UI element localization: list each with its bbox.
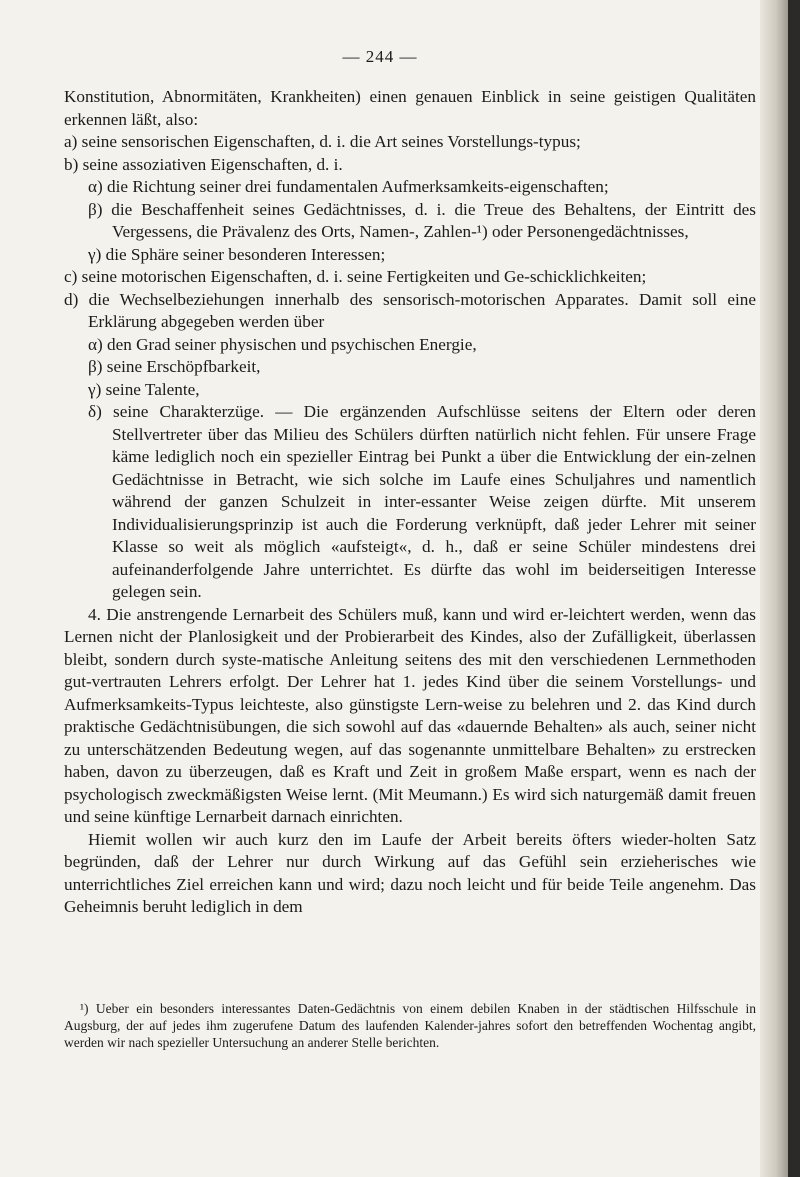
binding-edge xyxy=(788,0,800,1177)
body-text xyxy=(64,86,756,919)
item-d-alpha: α) den Grad seiner physischen und psychischen Energie, xyxy=(88,334,477,354)
page-number: — 244 — xyxy=(342,47,418,66)
paragraph-intro: Konstitution, Abnormitäten, Krankheiten) einen genauen Einblick in seine geistigen Qualitäten erkennen läßt, also: xyxy=(64,87,756,129)
item-b-beta: β) die Beschaffenheit seines Gedächtnisses, d. i. die Treue des Behaltens, der Eintritt des Vergessens, die Prävalenz des Orts, Namen-, Zahlen-¹) oder Personengedächtnisses, xyxy=(88,199,756,241)
item-d-delta: δ) seine Charakterzüge. — Die ergänzenden Aufschlüsse seitens der Eltern oder deren Stellvertreter über das Milieu des Schülers dürften natürlich nicht fehlen. Für unsere Frage käme lediglich noch ein spezieller Eintrag bei Punkt a über die Entwicklung der ein-zelnen Gedächtnisse in Betracht, wie sich solche im Laufe eines Schuljahres und namentlich während der ganzen Schulzeit in inter-essanter Weise zeigen dürfte. Mit unserem Individualisierungsprinzip ist auch die Forderung verknüpft, daß jeder Lehrer mit seiner Klasse so weit als möglich «aufsteigt«, d. h., daß er seine Schüler mindestens drei aufeinanderfolgende Jahre unterrichtet. Es dürfte das wohl im beiderseitigen Interesse gelegen sein. xyxy=(88,402,756,601)
paragraph-hiemit: Hiemit wollen wir auch kurz den im Laufe der Arbeit bereits öfters wieder-holten Satz begründen, daß der Lehrer nur durch Wirkung auf das Gefühl sein erzieherisches wie unterrichtliches Ziel erreichen kann und wird; dazu noch leicht und für beide Teile angenehm. Das Geheimnis beruht lediglich in dem xyxy=(64,829,756,916)
footnote-text: ¹) Ueber ein besonders interessantes Daten-Gedächtnis von einem debilen Knaben in der städtischen Hilfsschule in Augsburg, der auf jedes ihm zugerufene Datum des laufenden Kalender-jahres sofort den betreffenden Wochentag angibt, werden wir nach spezieller Untersuchung an anderer Stelle berichten. xyxy=(64,1001,756,1050)
item-a: a) seine sensorischen Eigenschaften, d. i. die Art seines Vorstellungs-typus; xyxy=(64,132,581,151)
item-d-beta: β) seine Erschöpfbarkeit, xyxy=(88,357,261,376)
item-b: b) seine assoziativen Eigenschaften, d. i. xyxy=(64,154,343,174)
item-c: c) seine motorischen Eigenschaften, d. i. seine Fertigkeiten und Ge-schicklichkeiten; xyxy=(64,267,647,286)
item-d-gamma: γ) seine Talente, xyxy=(88,379,200,399)
paragraph-4: 4. Die anstrengende Lernarbeit des Schülers muß, kann und wird er-leichtert werden, wenn das Lernen nicht der Planlosigkeit und der Probierarbeit des Kindes, also der Zufälligkeit, überlassen bleibt, sondern durch syste-matische Anleitung seitens des mit den verschiedenen Lernmethoden gut-vertrauten Lehrers erfolgt. Der Lehrer hat 1. jedes Kind über die seinem Vorstellungs- und Aufmerksamkeits-Typus leichteste, also günstigste Lern-weise zu belehren und 2. das Kind durch praktische Gedächtnisübungen, die sich sowohl auf das «dauernde Behalten» als auch, seiner nicht zu unterschätzenden Bedeutung wegen, auf das sogenannte unmittelbare Behalten» zu erstrecken haben, davon zu überzeugen, daß es Kraft und Zeit in großem Maße erspart, wenn es nach der psychologisch zweckmäßigsten Weise lernt. (Mit Meumann.) Es wird sich naturgemäß damit freuen und seine künftige Lernarbeit darnach einrichten. xyxy=(64,604,756,826)
item-b-gamma: γ) die Sphäre seiner besonderen Interessen; xyxy=(88,244,386,264)
footnote xyxy=(64,1000,756,1051)
item-d: d) die Wechselbeziehungen innerhalb des sensorisch-motorischen Apparates. Damit soll eine Erklärung abgegeben werden über xyxy=(64,289,756,331)
item-b-alpha: α) die Richtung seiner drei fundamentalen Aufmerksamkeits-eigenschaften; xyxy=(88,177,609,196)
